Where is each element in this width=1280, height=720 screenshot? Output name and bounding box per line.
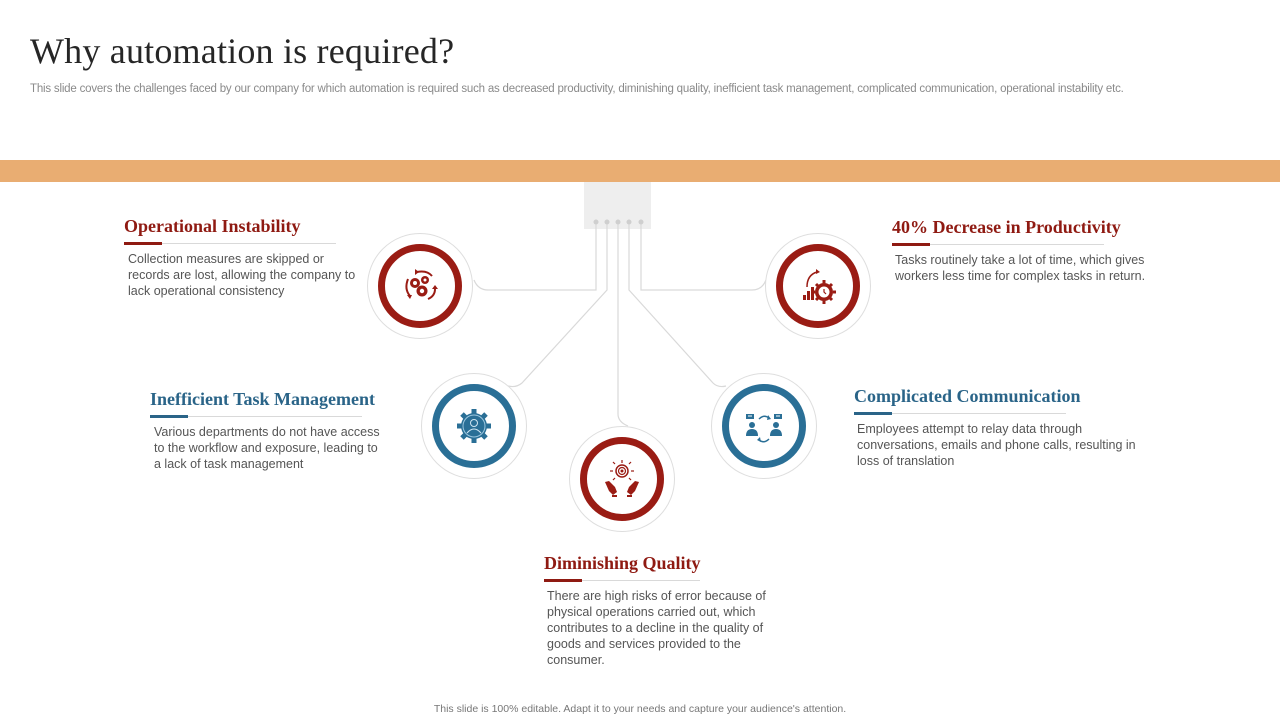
card-description: Various departments do not have access to the workflow and exposure, leading to a lack of task management xyxy=(154,425,380,471)
card-title: 40% Decrease in Productivity xyxy=(892,217,1121,237)
icon-ring-quality xyxy=(569,426,675,532)
card-title: Inefficient Task Management xyxy=(150,389,375,409)
slide-subtitle: This slide covers the challenges faced by our company for which automation is required such as decreased productivity, diminishing quality, inefficient task management, complicated communication, operational instability etc. xyxy=(30,83,1124,95)
card-description: There are high risks of error because of physical operations carried out, which contributes to a decline in the quality of goods and services provided to the consumer. xyxy=(547,589,766,667)
card-title: Diminishing Quality xyxy=(544,553,701,573)
title-underline xyxy=(854,413,1066,414)
card-productivity xyxy=(892,216,1146,284)
title-underline xyxy=(892,244,1104,245)
card-complicated-communication xyxy=(854,385,1136,469)
icon-ring-task-management xyxy=(421,373,527,479)
title-underline xyxy=(124,243,336,244)
slide-title: Why automation is required? xyxy=(30,31,455,71)
title-underline xyxy=(544,580,700,581)
card-diminishing-quality xyxy=(544,552,766,668)
icon-ring-communication xyxy=(711,373,817,479)
gears-cycle-icon xyxy=(395,261,445,311)
card-description: Collection measures are skipped or records are lost, allowing the company to lack operational consistency xyxy=(128,252,356,298)
card-inefficient-task-management xyxy=(150,388,380,472)
hands-target-icon xyxy=(597,454,647,504)
icon-ring-productivity xyxy=(765,233,871,339)
card-operational-instability xyxy=(124,215,356,299)
card-title: Complicated Communication xyxy=(854,386,1081,406)
people-exchange-icon xyxy=(739,401,789,451)
title-underline xyxy=(150,416,362,417)
card-title: Operational Instability xyxy=(124,216,301,236)
icon-ring-operational-instability xyxy=(367,233,473,339)
productivity-gear-clock-icon xyxy=(793,261,843,311)
card-description: Employees attempt to relay data through conversations, emails and phone calls, resulting in loss of translation xyxy=(857,422,1136,468)
user-gear-icon xyxy=(449,401,499,451)
slide-footer: This slide is 100% editable. Adapt it to your needs and capture your audience's attention. xyxy=(433,703,847,715)
card-description: Tasks routinely take a lot of time, which gives workers less time for complex tasks in return. xyxy=(895,253,1146,283)
